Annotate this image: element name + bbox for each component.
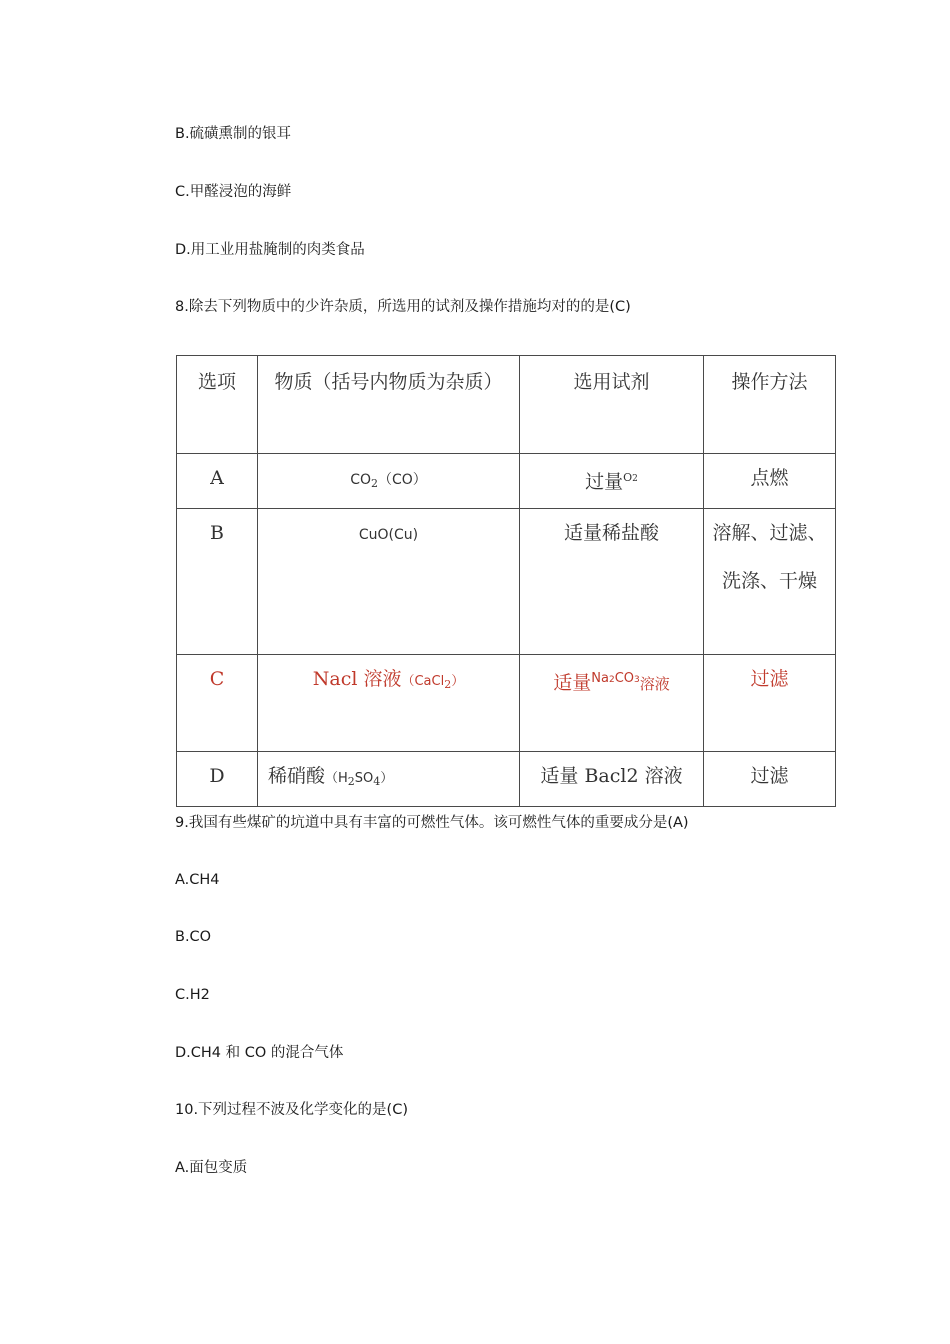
row-c-substance: Nacl 溶液（CaCl$_2$） [258,655,520,752]
table-row [177,454,836,509]
row-d-reagent: 适量 Bacl2 溶液 [520,752,704,807]
row-b-substance: CuO(Cu) [258,509,520,655]
row-a-substance: $CO_2(CO)$ [258,454,520,509]
table-row [177,655,836,752]
row-b-reagent: 适量稀盐酸 [520,509,704,655]
q9-option-a: A.CH4 [175,872,220,888]
row-d-option: D [177,752,258,807]
options-table [176,355,836,807]
table-row [177,509,836,655]
row-c-method: 过滤 [704,655,836,752]
row-a-option: A [177,454,258,509]
q9-option-d: D.CH4 和 CO 的混合气体 [175,1045,344,1061]
question-9: 9.我国有些煤矿的坑道中具有丰富的可燃性气体。该可燃性气体的重要成分是(A) [175,815,689,831]
question-10: 10.下列过程不波及化学变化的是(C) [175,1102,408,1118]
row-c-option: C [177,655,258,752]
row-c-reagent: 适量$^{Na2CO3}$溶液 [520,655,704,752]
table-header-row [177,356,836,454]
header-method: 操作方法 [704,356,836,454]
row-a-reagent: 过量$^{O2}$ [520,454,704,509]
question-8: 8.除去下列物质中的少许杂质，所选用的试剂及操作措施均对的的是(C) [175,299,631,315]
line-c-seafood: C.甲醛浸泡的海鲜 [175,184,292,200]
line-d-meat: D.用工业用盐腌制的肉类食品 [175,242,365,258]
header-option: 选项 [177,356,258,454]
q10-option-a: A.面包变质 [175,1160,248,1176]
q9-option-c: C.H2 [175,987,210,1003]
row-b-option: B [177,509,258,655]
row-d-method: 过滤 [704,752,836,807]
header-reagent: 选用试剂 [520,356,704,454]
table-row [177,752,836,807]
q9-option-b: B.CO [175,929,212,945]
row-b-method: 溶解、过滤、洗涤、干燥 [704,509,836,655]
line-b-silver-ear: B.硫磺熏制的银耳 [175,126,292,142]
row-a-method: 点燃 [704,454,836,509]
row-d-substance: 稀硝酸$(H_2SO_4)$ [258,752,520,807]
header-substance: 物质（括号内物质为杂质） [258,356,520,454]
